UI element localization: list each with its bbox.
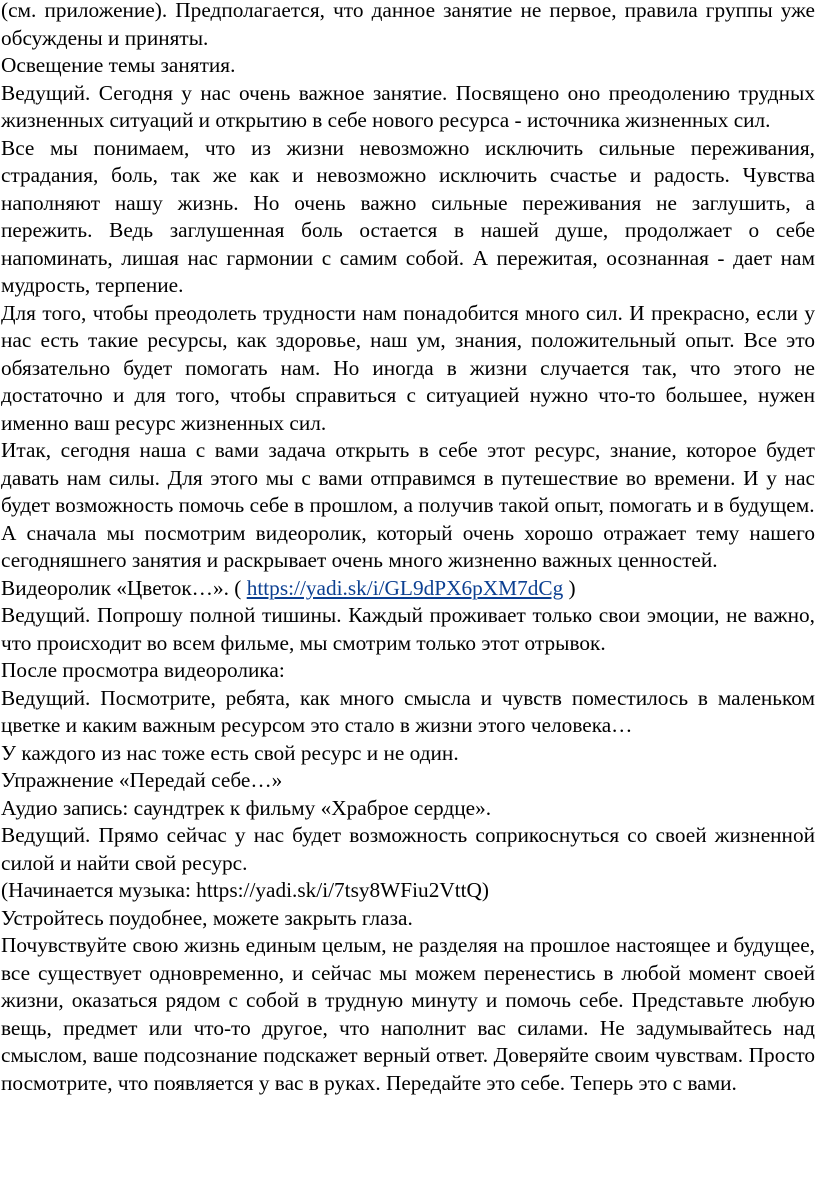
video-link[interactable]: https://yadi.sk/i/GL9dPX6pXM7dCg bbox=[246, 575, 564, 600]
paragraph-after-video: После просмотра видеоролика: bbox=[1, 658, 285, 682]
paragraph-leader-intro: Ведущий. Сегодня у нас очень важное занятие. Посвящено оно преодолению трудных жизненных ситуаций и открытию в себе нового ресурса - источника жизненных сил. bbox=[1, 80, 815, 132]
paragraph-task: Итак, сегодня наша с вами задача открыть в себе этот ресурс, знание, которое будет давать нам силы. Для этого мы с вами отправимся в путешествие во времени. И у нас будет возможность помочь себе в прошлом, а получив такой опыт, помогать и в будущем. bbox=[1, 438, 815, 517]
paragraph-music-start: (Начинается музыка: https://yadi.sk/i/7tsy8WFiu2VttQ) bbox=[1, 878, 490, 902]
paragraph-own-resource: У каждого из нас тоже есть свой ресурс и не один. bbox=[1, 740, 459, 765]
paragraph-feelings: Все мы понимаем, что из жизни невозможно исключить сильные переживания, страдания, боль, так же как и невозможно исключить счастье и радость. Чувства наполняют нашу жизнь. Но очень важно сильные переживания не заглушить, а пережить. Ведь заглушенная боль остается в нашей душе, продолжает о себе напоминать, лишая нас гармонии с самим собой. А пережитая, осознанная - дает нам мудрость, терпение. bbox=[1, 135, 815, 297]
video-link-prefix: Видеоролик «Цветок…». ( bbox=[1, 575, 247, 600]
paragraph-relax: Устройтесь поудобнее, можете закрыть глаза. bbox=[1, 905, 413, 930]
paragraph-intro: (см. приложение). Предполагается, что данное занятие не первое, правила группы уже обсуждены и приняты. bbox=[1, 0, 815, 50]
paragraph-video-intro: А сначала мы посмотрим видеоролик, который очень хорошо отражает тему нашего сегодняшнего занятия и раскрывает очень много жизненно важных ценностей. bbox=[1, 520, 815, 572]
paragraph-resources: Для того, чтобы преодолеть трудности нам понадобится много сил. И прекрасно, если у нас есть такие ресурсы, как здоровье, наш ум, знания, положительный опыт. Все это обязательно будет помогать нам. Но иногда в жизни случается так, что этого не достаточно и для того, чтобы справиться с ситуацией нужно что-то большее, нужен именно ваш ресурс жизненных сил. bbox=[1, 300, 815, 435]
paragraph-visualization: Почувствуйте свою жизнь единым целым, не разделяя на прошлое настоящее и будущее, все существует одновременно, и сейчас мы можем перенестись в любой момент своей жизни, оказаться рядом с собой в трудную минуту и помочь себе. Представьте любую вещь, предмет или что-то другое, что наполнит вас силами. Не задумывайтесь над смыслом, ваше подсознание подскажет верный ответ. Доверяйте своим чувствам. Просто посмотрите, что появляется у вас в руках. Передайте это себе. Теперь это с вами. bbox=[1, 933, 815, 1095]
paragraph-audio: Аудио запись: саундтрек к фильму «Храброе сердце». bbox=[1, 795, 492, 820]
paragraph-video-link bbox=[1, 575, 815, 603]
video-link-suffix: ) bbox=[563, 575, 576, 600]
paragraph-flower: Ведущий. Посмотрите, ребята, как много смысла и чувств поместилось в маленьком цветке и каким важным ресурсом это стало в жизни этого человека… bbox=[1, 685, 815, 737]
paragraph-topic-heading: Освещение темы занятия. bbox=[1, 53, 236, 77]
paragraph-exercise-title: Упражнение «Передай себе…» bbox=[1, 768, 283, 792]
paragraph-life-force: Ведущий. Прямо сейчас у нас будет возможность соприкоснуться со своей жизненной силой и найти свой ресурс. bbox=[1, 823, 815, 875]
paragraph-silence: Ведущий. Попрошу полной тишины. Каждый проживает только свои эмоции, не важно, что происходит во всем фильме, мы смотрим только этот отрывок. bbox=[1, 603, 815, 655]
